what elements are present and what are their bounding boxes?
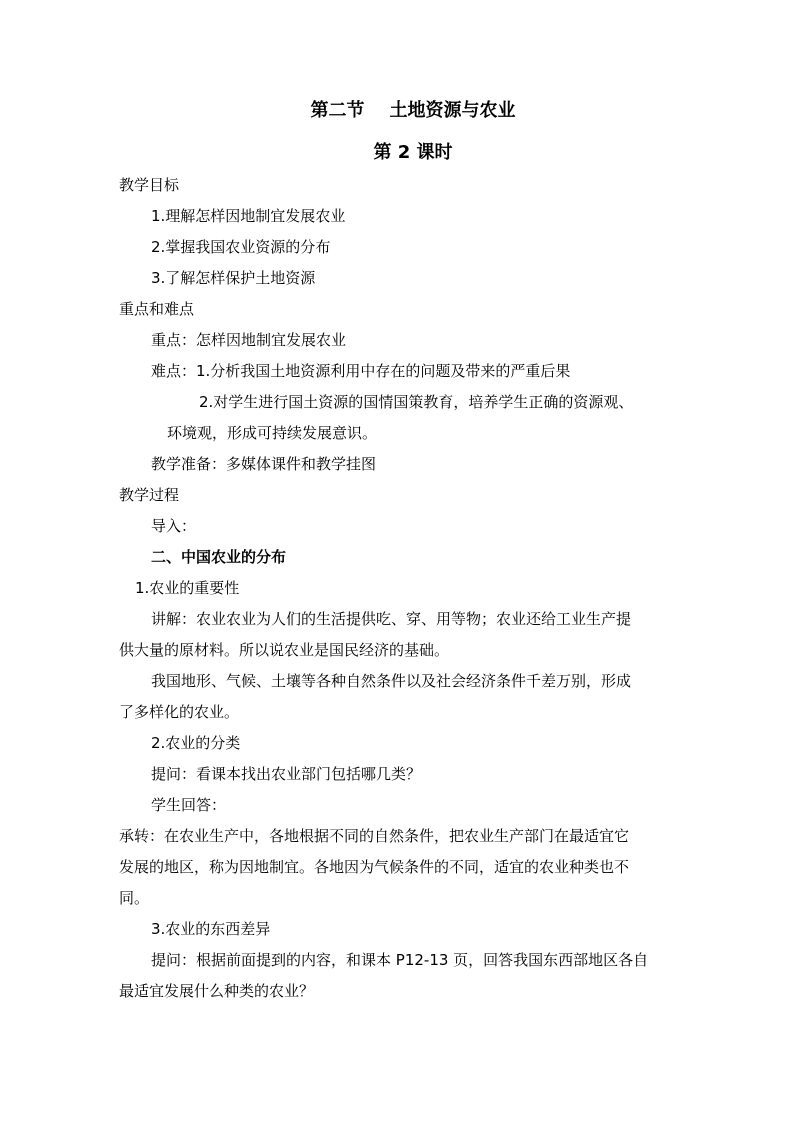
difficult-point: 难点：1.分析我国土地资源利用中存在的问题及带来的严重后果 [151,362,571,380]
difficult-point-continued: 环境观，形成可持续发展意识。 [167,424,378,442]
paragraph-line: 提问：根据前面提到的内容，和课本 P12-13 页，回答我国东西部地区各自 [151,951,649,969]
lesson-number: 第 2 课时 [373,142,453,163]
paragraph-line: 同。 [119,889,150,907]
topic-heading: 3.农业的东西差异 [151,920,271,938]
subsection-heading: 二、中国农业的分布 [151,548,287,566]
objective-item: 1.理解怎样因地制宜发展农业 [151,207,346,225]
introduction-label: 导入： [151,517,197,535]
section-heading-key-points: 重点和难点 [119,300,195,318]
section-heading-objectives: 教学目标 [119,176,180,194]
document-title: 第二节 土地资源与农业 [310,100,516,121]
section-heading-process: 教学过程 [119,486,180,504]
topic-heading: 1.农业的重要性 [135,579,240,597]
paragraph-line: 学生回答： [151,796,227,814]
topic-heading: 2.农业的分类 [151,734,241,752]
key-point: 重点：怎样因地制宜发展农业 [151,331,347,349]
paragraph-line: 发展的地区，称为因地制宜。各地因为气候条件的不同，适宜的农业种类也不 [119,858,630,876]
paragraph-line: 承转：在农业生产中，各地根据不同的自然条件，把农业生产部门在最适宜它 [119,827,630,845]
paragraph-line: 我国地形、气候、土壤等各种自然条件以及社会经济条件千差万别，形成 [151,672,632,690]
difficult-point-continued: 2.对学生进行国土资源的国情国策教育，培养学生正确的资源观、 [199,393,634,411]
paragraph-line: 最适宜发展什么种类的农业？ [119,982,315,1000]
paragraph-line: 讲解：农业农业为人们的生活提供吃、穿、用等物；农业还给工业生产提 [151,610,632,628]
objective-item: 3.了解怎样保护土地资源 [151,269,316,287]
objective-item: 2.掌握我国农业资源的分布 [151,238,331,256]
paragraph-line: 供大量的原材料。所以说农业是国民经济的基础。 [119,641,450,659]
paragraph-line: 提问：看课本找出农业部门包括哪几类？ [151,765,422,783]
paragraph-line: 了多样化的农业。 [119,703,240,721]
teaching-preparation: 教学准备：多媒体课件和教学挂图 [151,455,377,473]
